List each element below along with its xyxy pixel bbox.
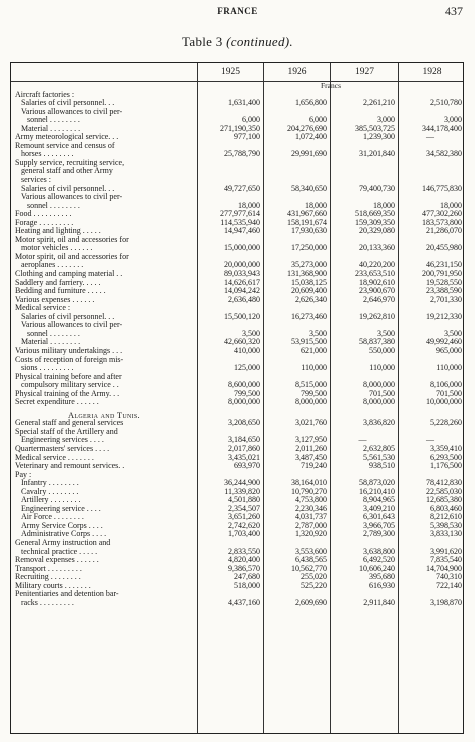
table-row bbox=[11, 227, 463, 236]
cell-value-1927: 701,500 bbox=[369, 388, 395, 398]
cell-value-1926: 58,340,650 bbox=[291, 183, 327, 193]
cell-value-1928: — bbox=[426, 132, 434, 142]
cell-value-1925: 3,435,021 bbox=[228, 452, 260, 462]
table-row bbox=[11, 133, 463, 142]
cell-value-1927: 2,261,210 bbox=[363, 98, 395, 108]
table-row bbox=[11, 313, 463, 322]
cell-value-1926: 2,626,340 bbox=[295, 294, 327, 304]
cell-value-1928: 110,000 bbox=[436, 363, 462, 373]
row-label: Salaries of civil personnel. . . bbox=[21, 99, 115, 108]
row-label: Various allowances to civil per- bbox=[21, 107, 123, 116]
cell-value-1928: 8,106,000 bbox=[430, 380, 462, 390]
cell-value-1928: 78,412,830 bbox=[426, 478, 462, 488]
row-label: Medical service . . . . . . . bbox=[15, 453, 94, 462]
page-number: 437 bbox=[445, 4, 463, 18]
cell-value-1925: 11,339,820 bbox=[224, 486, 260, 496]
cell-value-1925: 277,977,614 bbox=[220, 209, 260, 219]
cell-value-1925: 1,703,400 bbox=[228, 529, 260, 539]
row-label: racks . . . . . . . . . bbox=[21, 598, 74, 607]
cell-value-1927: 5,561,530 bbox=[363, 452, 395, 462]
cell-value-1925: 15,000,000 bbox=[224, 243, 260, 253]
row-label: Various expenses . . . . . . bbox=[15, 295, 95, 304]
cell-value-1928: 34,582,380 bbox=[426, 149, 462, 159]
row-label: Quartermasters' services . . . . bbox=[15, 444, 110, 453]
row-label: Food . . . . . . . . . . bbox=[15, 210, 72, 219]
cell-value-1927: 395,680 bbox=[369, 572, 395, 582]
table-body bbox=[11, 82, 463, 733]
column-header: 1927 bbox=[330, 63, 398, 81]
row-label bbox=[11, 82, 197, 91]
cell-value-1925: 14,094,242 bbox=[224, 286, 260, 296]
currency-row bbox=[11, 82, 463, 91]
cell-value-1927: 938,510 bbox=[369, 461, 395, 471]
cell-value-1927: 23,900,670 bbox=[359, 286, 395, 296]
cell-value-1928: 5,228,260 bbox=[430, 418, 462, 428]
row-label: Motor spirit, oil and accessories for bbox=[15, 235, 129, 244]
cell-value-1926: 29,991,690 bbox=[291, 149, 327, 159]
cell-value-1926: 719,240 bbox=[301, 461, 327, 471]
row-label: Veterinary and remount services. . bbox=[15, 462, 125, 471]
cell-value-1925: 2,833,550 bbox=[228, 546, 260, 556]
cell-value-1926: 255,020 bbox=[301, 572, 327, 582]
row-label: Heating and lighting . . . . . bbox=[15, 227, 101, 236]
cell-value-1926: 2,011,260 bbox=[295, 443, 327, 453]
cell-value-1927: 16,210,410 bbox=[359, 486, 395, 496]
row-label: Administrative Corps . . . . bbox=[21, 530, 107, 539]
cell-value-1927: 616,930 bbox=[369, 580, 395, 590]
cell-value-1927: — bbox=[358, 435, 367, 445]
row-label: Penitentiaries and detention bar- bbox=[15, 590, 119, 599]
cell-value-1925: 15,500,120 bbox=[224, 311, 260, 321]
row-label: Various allowances to civil per- bbox=[21, 193, 123, 202]
row-label: Various military undertakings . . . bbox=[15, 346, 123, 355]
cell-value-1926: 38,164,010 bbox=[291, 478, 327, 488]
row-label: aeroplanes . . . . . . . bbox=[21, 261, 84, 270]
cell-value-1927: 58,837,380 bbox=[359, 337, 395, 347]
cell-value-1927: 159,309,350 bbox=[355, 217, 395, 227]
row-label: Secret expenditure . . . . . . bbox=[15, 398, 99, 407]
cell-value-1928: 2,701,330 bbox=[430, 294, 462, 304]
table-row bbox=[11, 185, 463, 194]
cell-value-1928: 701,500 bbox=[436, 388, 462, 398]
cell-value-1926: 53,915,500 bbox=[291, 337, 327, 347]
table-title bbox=[0, 34, 475, 50]
cell-value-1927: 6,492,520 bbox=[363, 555, 395, 565]
column-header: 1928 bbox=[398, 63, 465, 81]
cell-value-1928: 722,140 bbox=[436, 580, 462, 590]
row-label: Costs of reception of foreign mis- bbox=[15, 355, 124, 364]
row-label: Remount service and census of bbox=[15, 141, 115, 150]
cell-value-1926: 204,276,690 bbox=[287, 123, 327, 133]
cell-value-1928: 3,198,870 bbox=[430, 597, 462, 607]
cell-value-1925: 49,727,650 bbox=[224, 183, 260, 193]
cell-value-1927: 10,606,240 bbox=[359, 563, 395, 573]
cell-value-1926: 10,562,770 bbox=[291, 563, 327, 573]
row-label: General Army instruction and bbox=[15, 538, 111, 547]
cell-value-1926: 2,787,000 bbox=[295, 520, 327, 530]
row-label: Material . . . . . . . . bbox=[21, 124, 81, 133]
cell-value-1926: 8,000,000 bbox=[295, 397, 327, 407]
cell-value-1925: 271,190,350 bbox=[220, 123, 260, 133]
row-label: Transport . . . . . . . . . bbox=[15, 564, 82, 573]
row-label: Various allowances to civil per- bbox=[21, 321, 123, 330]
cell-value-1926: 18,000 bbox=[305, 200, 327, 210]
table-title-continued: (continued). bbox=[226, 34, 293, 49]
cell-value-1927: 2,789,300 bbox=[363, 529, 395, 539]
cell-value-1928: 3,359,410 bbox=[430, 443, 462, 453]
cell-value-1925: 3,651,260 bbox=[228, 512, 260, 522]
row-label: services : bbox=[21, 176, 51, 185]
cell-value-1926: 4,031,737 bbox=[295, 512, 327, 522]
budget-table bbox=[10, 62, 464, 734]
cell-value-1926: 15,038,125 bbox=[291, 277, 327, 287]
cell-value-1925: 799,500 bbox=[234, 388, 260, 398]
table-row bbox=[11, 364, 463, 373]
cell-value-1928: 5,398,530 bbox=[430, 520, 462, 530]
table-title-main: Table 3 bbox=[182, 34, 223, 49]
cell-value-1926: 1,072,400 bbox=[295, 132, 327, 142]
section-heading: Algeria and Tunis. bbox=[68, 410, 140, 420]
table-row bbox=[11, 108, 463, 117]
table-row bbox=[11, 419, 463, 428]
row-label: sonnel . . . . . . . . bbox=[27, 329, 80, 338]
currency-label: Francs bbox=[321, 81, 341, 90]
cell-value-1928: 18,000 bbox=[440, 200, 462, 210]
row-label: Army meteorological service. . . bbox=[15, 133, 119, 142]
row-label: Engineering service . . . . bbox=[21, 504, 101, 513]
cell-value-1928: 22,585,030 bbox=[426, 486, 462, 496]
cell-value-1926: 3,500 bbox=[309, 328, 327, 338]
cell-value-1925: 2,354,507 bbox=[228, 503, 260, 513]
cell-value-1928: 965,000 bbox=[436, 345, 462, 355]
row-label: Salaries of civil personnel. . . bbox=[21, 184, 115, 193]
cell-value-1925: 125,000 bbox=[234, 363, 260, 373]
cell-value-1926: 10,790,270 bbox=[291, 486, 327, 496]
table-row bbox=[11, 167, 463, 176]
cell-value-1926: 3,553,600 bbox=[295, 546, 327, 556]
cell-value-1928 bbox=[398, 167, 465, 176]
cell-value-1928: 21,286,070 bbox=[426, 226, 462, 236]
cell-value-1928: 6,803,460 bbox=[430, 503, 462, 513]
cell-value-1925: 518,000 bbox=[234, 580, 260, 590]
cell-value-1925: 18,000 bbox=[238, 200, 260, 210]
cell-value-1927 bbox=[330, 159, 398, 168]
cell-value-1927: 6,301,643 bbox=[363, 512, 395, 522]
cell-value-1925: 2,017,860 bbox=[228, 443, 260, 453]
cell-value-1928: 10,000,000 bbox=[426, 397, 462, 407]
cell-value-1928: 20,455,980 bbox=[426, 243, 462, 253]
cell-value-1926: 4,753,800 bbox=[295, 495, 327, 505]
row-label: Medical service : bbox=[15, 304, 71, 313]
cell-value-1928: 8,212,610 bbox=[430, 512, 462, 522]
table-row bbox=[11, 530, 463, 539]
row-label: general staff and other Army bbox=[21, 167, 113, 176]
cell-value-1927: 18,902,610 bbox=[359, 277, 395, 287]
cell-value-1928: 3,000 bbox=[444, 115, 462, 125]
cell-value-1926: 17,930,630 bbox=[291, 226, 327, 236]
row-label: Pay : bbox=[15, 470, 32, 479]
cell-value-1927: 8,904,965 bbox=[363, 495, 395, 505]
cell-value-1925: 8,600,000 bbox=[228, 380, 260, 390]
cell-value-1926 bbox=[263, 167, 330, 176]
cell-value-1925: 977,100 bbox=[234, 132, 260, 142]
cell-value-1925: 8,000,000 bbox=[228, 397, 260, 407]
table-row bbox=[11, 244, 463, 253]
cell-value-1928 bbox=[398, 159, 465, 168]
row-label: horses . . . . . . . . bbox=[21, 150, 74, 159]
page-header bbox=[0, 6, 475, 20]
cell-value-1926: 16,273,460 bbox=[291, 311, 327, 321]
cell-value-1926: 3,127,950 bbox=[295, 435, 327, 445]
column-header: 1925 bbox=[197, 63, 263, 81]
row-label: Cavalry . . . . . . . . bbox=[21, 487, 79, 496]
column-header-row bbox=[11, 63, 463, 82]
cell-value-1926: 17,250,000 bbox=[291, 243, 327, 253]
row-label: Physical training of the Army. . . bbox=[15, 389, 120, 398]
cell-value-1925: 42,660,320 bbox=[224, 337, 260, 347]
row-label: Material . . . . . . . . bbox=[21, 338, 81, 347]
table-row bbox=[11, 347, 463, 356]
cell-value-1926: 799,500 bbox=[301, 388, 327, 398]
table-row bbox=[11, 150, 463, 159]
cell-value-1925: 36,244,900 bbox=[224, 478, 260, 488]
cell-value-1926: 6,000 bbox=[309, 115, 327, 125]
cell-value-1925: 89,033,943 bbox=[224, 269, 260, 279]
cell-value-1926: 431,967,660 bbox=[287, 209, 327, 219]
cell-value-1928: 19,212,330 bbox=[426, 311, 462, 321]
cell-value-1926: 3,487,450 bbox=[295, 452, 327, 462]
cell-value-1928: 19,528,550 bbox=[426, 277, 462, 287]
cell-value-1928: 2,510,780 bbox=[430, 98, 462, 108]
cell-value-1926: 110,000 bbox=[301, 363, 327, 373]
cell-value-1926: 158,191,674 bbox=[287, 217, 327, 227]
cell-value-1926: 3,021,760 bbox=[295, 418, 327, 428]
cell-value-1928: — bbox=[426, 435, 434, 445]
cell-value-1925: 25,788,790 bbox=[224, 149, 260, 159]
table-row bbox=[11, 462, 463, 471]
cell-value-1925: 4,501,880 bbox=[228, 495, 260, 505]
cell-value-1925: 14,947,460 bbox=[224, 226, 260, 236]
cell-value-1928: 14,704,900 bbox=[426, 563, 462, 573]
row-label: motor vehicles . . . . . . bbox=[21, 244, 93, 253]
cell-value-1928: 12,685,380 bbox=[426, 495, 462, 505]
cell-value-1927: 19,262,810 bbox=[359, 311, 395, 321]
cell-value-1925 bbox=[197, 159, 263, 168]
row-label: Special staff of the Artillery and bbox=[15, 427, 118, 436]
cell-value-1926 bbox=[263, 159, 330, 168]
cell-value-1926: 8,515,000 bbox=[295, 380, 327, 390]
cell-value-1928: 344,178,400 bbox=[422, 123, 462, 133]
cell-value-1927: 58,873,020 bbox=[359, 478, 395, 488]
cell-value-1927: 2,632,805 bbox=[363, 443, 395, 453]
cell-value-1928: 6,293,500 bbox=[430, 452, 462, 462]
row-label: Infantry . . . . . . . . bbox=[21, 479, 79, 488]
row-label: Army Service Corps . . . . bbox=[21, 521, 103, 530]
cell-value-1925: 3,500 bbox=[242, 328, 260, 338]
cell-value-1925: 3,208,650 bbox=[228, 418, 260, 428]
table-row bbox=[11, 159, 463, 168]
cell-value-1927: 3,000 bbox=[377, 115, 395, 125]
cell-value-1927: 79,400,730 bbox=[359, 183, 395, 193]
table-row bbox=[11, 296, 463, 305]
running-head: FRANCE bbox=[217, 6, 258, 16]
table-row bbox=[11, 193, 463, 202]
cell-value-1926: 1,656,800 bbox=[295, 98, 327, 108]
cell-value-1926: 20,609,400 bbox=[291, 286, 327, 296]
cell-value-1925: 114,535,940 bbox=[220, 217, 260, 227]
row-label: Motor spirit, oil and accessories for bbox=[15, 252, 129, 261]
table-row bbox=[11, 599, 463, 608]
cell-value-1927: 18,000 bbox=[373, 200, 395, 210]
cell-value-1926: 2,609,690 bbox=[295, 597, 327, 607]
row-label: Clothing and camping material . . bbox=[15, 270, 123, 279]
table-row bbox=[11, 398, 463, 407]
table-rows bbox=[11, 82, 463, 607]
cell-value-1925: 6,000 bbox=[242, 115, 260, 125]
row-label: Artillery . . . . . . . . bbox=[21, 496, 81, 505]
cell-value-1925: 1,631,400 bbox=[228, 98, 260, 108]
row-label: Physical training before and after bbox=[15, 372, 122, 381]
column-header: 1926 bbox=[263, 63, 330, 81]
row-label: Air Force . . . . . . . . bbox=[21, 513, 84, 522]
cell-value-1928: 7,835,540 bbox=[430, 555, 462, 565]
cell-value-1927: 8,000,000 bbox=[363, 380, 395, 390]
cell-value-1927: 1,239,300 bbox=[363, 132, 395, 142]
cell-value-1928: 46,231,150 bbox=[426, 260, 462, 270]
cell-value-1928: 740,310 bbox=[436, 572, 462, 582]
cell-value-1928: 183,573,800 bbox=[422, 217, 462, 227]
cell-value-1925: 14,626,617 bbox=[224, 277, 260, 287]
cell-value-1927: 20,329,080 bbox=[359, 226, 395, 236]
cell-value-1927: 3,500 bbox=[377, 328, 395, 338]
cell-value-1927: 3,409,210 bbox=[363, 503, 395, 513]
cell-value-1926: 2,230,346 bbox=[295, 503, 327, 513]
cell-value-1925: 20,000,000 bbox=[224, 260, 260, 270]
cell-value-1927: 20,133,360 bbox=[359, 243, 395, 253]
cell-value-1925: 2,636,480 bbox=[228, 294, 260, 304]
row-label: Engineering services . . . . bbox=[21, 436, 104, 445]
cell-value-1927: 31,201,840 bbox=[359, 149, 395, 159]
row-label: Salaries of civil personnel. . . bbox=[21, 312, 115, 321]
cell-value-1928: 1,176,500 bbox=[430, 461, 462, 471]
cell-value-1927: 2,646,970 bbox=[363, 294, 395, 304]
cell-value-1928: 3,991,620 bbox=[430, 546, 462, 556]
cell-value-1927: 550,000 bbox=[369, 345, 395, 355]
row-label: technical practice . . . . . bbox=[21, 547, 98, 556]
cell-value-1927: 233,653,510 bbox=[355, 269, 395, 279]
cell-value-1927: 518,669,350 bbox=[355, 209, 395, 219]
cell-value-1927: 110,000 bbox=[369, 363, 395, 373]
cell-value-1925: 4,437,160 bbox=[228, 597, 260, 607]
cell-value-1928: 477,302,260 bbox=[422, 209, 462, 219]
table-row bbox=[11, 321, 463, 330]
cell-value-1925: 693,970 bbox=[234, 461, 260, 471]
table-row bbox=[11, 99, 463, 108]
row-label: sonnel . . . . . . . . bbox=[27, 201, 80, 210]
cell-value-1928: 146,775,830 bbox=[422, 183, 462, 193]
cell-value-1927: 40,220,200 bbox=[359, 260, 395, 270]
cell-value-1925: 247,680 bbox=[234, 572, 260, 582]
row-label: sonnel . . . . . . . . bbox=[27, 116, 80, 125]
row-label: Saddlery and farriery. . . . . bbox=[15, 278, 101, 287]
row-label: Removal expenses . . . . . . bbox=[15, 556, 99, 565]
row-label: General staff and general services bbox=[15, 419, 124, 428]
cell-value-1926: 131,368,900 bbox=[287, 269, 327, 279]
cell-value-1927: 8,000,000 bbox=[363, 397, 395, 407]
cell-value-1925: 2,742,620 bbox=[228, 520, 260, 530]
cell-value-1925: 3,184,650 bbox=[228, 435, 260, 445]
cell-value-1928: 200,791,950 bbox=[422, 269, 462, 279]
cell-value-1927: 385,503,725 bbox=[355, 123, 395, 133]
cell-value-1928: 3,500 bbox=[444, 328, 462, 338]
cell-value-1926: 525,220 bbox=[301, 580, 327, 590]
cell-value-1926: 621,000 bbox=[301, 345, 327, 355]
row-label: Aircraft factories : bbox=[15, 90, 75, 99]
cell-value-1928: 3,833,130 bbox=[430, 529, 462, 539]
cell-value-1925: 410,000 bbox=[234, 345, 260, 355]
cell-value-1927: 3,836,820 bbox=[363, 418, 395, 428]
row-label: Military courts . . . . . . . bbox=[15, 581, 91, 590]
row-label: Bedding and furniture . . . . . bbox=[15, 287, 106, 296]
table-row bbox=[11, 582, 463, 591]
cell-value-1925: 4,820,400 bbox=[228, 555, 260, 565]
row-label: Recruiting . . . . . . . . bbox=[15, 573, 81, 582]
cell-value-1927: 3,638,800 bbox=[363, 546, 395, 556]
cell-value-1926: 6,438,565 bbox=[295, 555, 327, 565]
column-header bbox=[11, 63, 197, 81]
row-label: sions . . . . . . . . . bbox=[21, 364, 74, 373]
cell-value-1925: 9,386,570 bbox=[228, 563, 260, 573]
row-label: Forage . . . . . . . . . bbox=[15, 218, 74, 227]
cell-value-1926: 35,273,000 bbox=[291, 260, 327, 270]
row-label: compulsory military service . . bbox=[21, 381, 119, 390]
row-label: Supply service, recruiting service, bbox=[15, 158, 125, 167]
cell-value-1927: 3,966,705 bbox=[363, 520, 395, 530]
cell-value-1927 bbox=[330, 167, 398, 176]
cell-value-1927: 2,911,840 bbox=[363, 597, 395, 607]
cell-value-1926: 1,320,920 bbox=[295, 529, 327, 539]
cell-value-1928: 49,992,460 bbox=[426, 337, 462, 347]
cell-value-1928: 23,388,590 bbox=[426, 286, 462, 296]
cell-value-1925 bbox=[197, 167, 263, 176]
